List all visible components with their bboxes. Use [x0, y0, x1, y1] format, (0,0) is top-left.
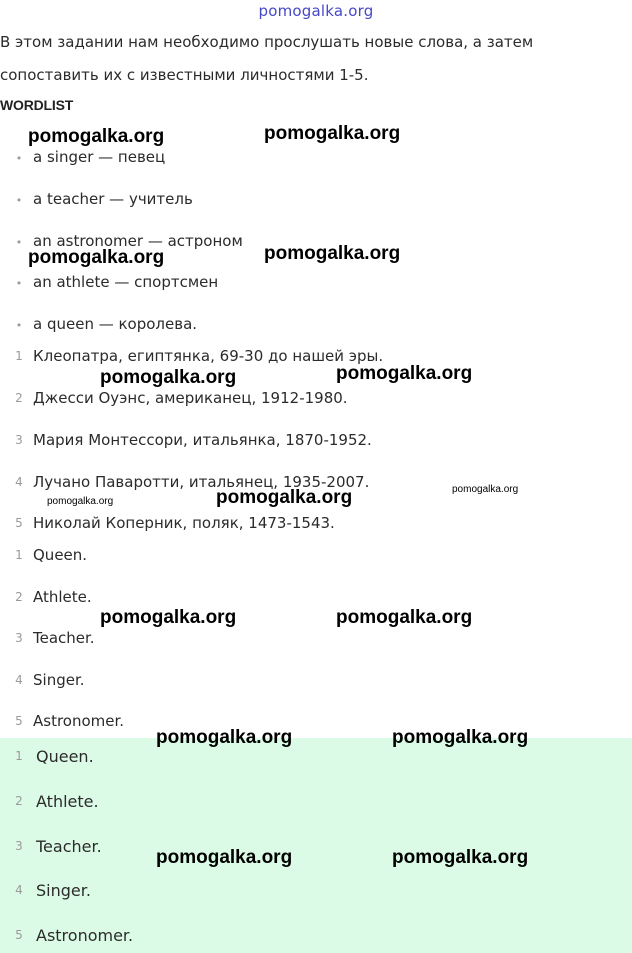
- watermark: pomogalka.org: [28, 247, 165, 268]
- person-text: Джесси Оуэнс, американец, 1912-1980.: [33, 389, 348, 407]
- bullet-icon: •: [15, 152, 23, 165]
- final-answer-text: Singer.: [36, 881, 91, 900]
- wordlist-item-text: a singer — певец: [33, 148, 166, 166]
- watermark-small: pomogalka.org: [47, 496, 114, 507]
- watermark: pomogalka.org: [28, 126, 165, 147]
- bullet-icon: •: [15, 236, 23, 249]
- list-number: 4: [15, 475, 23, 489]
- list-number: 3: [15, 433, 23, 447]
- list-number: 4: [15, 673, 23, 687]
- watermark: pomogalka.org: [216, 487, 353, 508]
- person-text: Лучано Паваротти, итальянец, 1935-2007.: [33, 473, 370, 491]
- watermark: pomogalka.org: [100, 607, 237, 628]
- answer-text: Queen.: [33, 546, 88, 564]
- final-answer-text: Athlete.: [36, 792, 99, 811]
- list-number: 1: [15, 548, 23, 562]
- watermark-small: pomogalka.org: [452, 484, 519, 495]
- answer-text: Astronomer.: [33, 712, 125, 730]
- list-number: 3: [15, 631, 23, 645]
- watermark: pomogalka.org: [100, 367, 237, 388]
- list-number: 5: [15, 714, 23, 728]
- wordlist-heading: WORDLIST: [0, 97, 74, 113]
- bullet-icon: •: [15, 194, 23, 207]
- list-number: 1: [15, 349, 23, 363]
- watermark: pomogalka.org: [264, 243, 401, 264]
- site-title[interactable]: pomogalka.org: [258, 2, 374, 20]
- wordlist-item-text: a teacher — учитель: [33, 190, 193, 208]
- wordlist-item-text: an athlete — спортсмен: [33, 273, 219, 291]
- answer-text: Athlete.: [33, 588, 92, 606]
- list-number: 1: [15, 749, 23, 763]
- wordlist-item-text: an astronomer — астроном: [33, 232, 243, 250]
- list-number: 2: [15, 794, 23, 808]
- list-number: 2: [15, 391, 23, 405]
- intro-line-1: В этом задании нам необходимо прослушать новые слова, а затем: [0, 33, 534, 51]
- watermark: pomogalka.org: [156, 727, 293, 748]
- wordlist-item-text: a queen — королева.: [33, 315, 198, 333]
- list-number: 2: [15, 590, 23, 604]
- final-answer-text: Astronomer.: [36, 926, 134, 945]
- watermark: pomogalka.org: [392, 727, 529, 748]
- watermark: pomogalka.org: [392, 847, 529, 868]
- bullet-icon: •: [15, 319, 23, 332]
- list-number: 5: [15, 516, 23, 530]
- final-answer-text: Queen.: [36, 747, 94, 766]
- list-number: 5: [15, 928, 23, 942]
- watermark: pomogalka.org: [264, 123, 401, 144]
- person-text: Николай Коперник, поляк, 1473-1543.: [33, 514, 335, 532]
- answer-panel-list: [0, 738, 632, 953]
- list-number: 4: [15, 883, 23, 897]
- bullet-icon: •: [15, 277, 23, 290]
- person-text: Клеопатра, египтянка, 69-30 до нашей эры.: [33, 347, 384, 365]
- watermark: pomogalka.org: [156, 847, 293, 868]
- intro-line-2: сопоставить их с известными личностями 1-5.: [0, 66, 369, 84]
- answer-text: Teacher.: [33, 629, 95, 647]
- watermark: pomogalka.org: [336, 363, 473, 384]
- list-number: 3: [15, 839, 23, 853]
- watermark: pomogalka.org: [336, 607, 473, 628]
- person-text: Мария Монтессори, итальянка, 1870-1952.: [33, 431, 372, 449]
- final-answer-text: Teacher.: [36, 837, 102, 856]
- answer-text: Singer.: [33, 671, 85, 689]
